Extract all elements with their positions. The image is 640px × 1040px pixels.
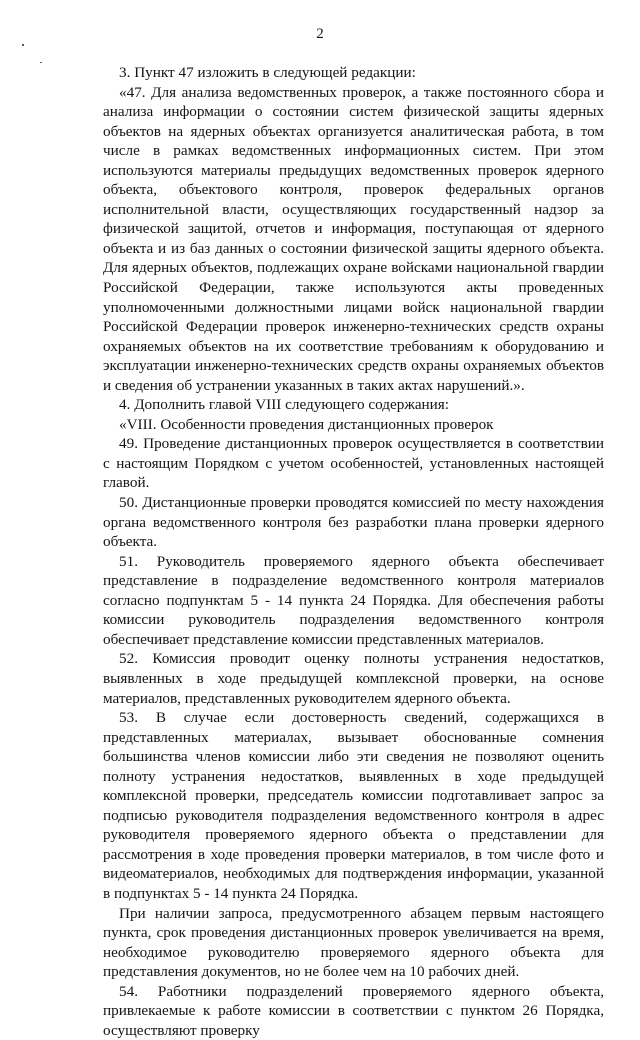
paragraph-item-53: 53. В случае если достоверность сведений, содержащихся в представленных материалах, вызывает обоснованные сомнения большинства членов комиссии либо эти сведения не позволяют оценить полноту устранения недостатков, выявленных в ходе предыдущей комплексной проверки, председатель комиссии подготавливает запрос за подписью руководителя подразделения ведомственного контроля в адрес руководителя проверяемого ядерного объекта о представлении для рассмотрения в ходе проведения проверки материалов, в том числе фото и видеоматериалов, необходимых для подтверждения информации, указанной в подпунктах 5 - 14 пункта 24 Порядка. — [103, 709, 604, 902]
paragraph-amendment-4: 4. Дополнить главой VIII следующего содержания: — [119, 396, 450, 414]
paragraph-amendment-3: 3. Пункт 47 изложить в следующей редакции: — [119, 64, 416, 81]
paragraph-item-47: «47. Для анализа ведомственных проверок, а также постоянного сбора и анализа информации о состоянии систем физической защиты ядерных объектов на ядерных объектах организуется аналитическая работа, в том числе в рамках ведомственных информационных систем. При этом используются материалы предыдущих ведомственных проверок ядерного объекта, объектового контроля, проверок федеральных органов исполнительной власти, осуществляющих государственный надзор за физической защитой, отчетов и информация, поступающая от ядерного объекта и из баз данных о состоянии физической защиты ядерного объекта. Для ядерных объектов, подлежащих охране войсками национальной гвардии Российской Федерации, также используются акты проведенных уполномоченными должностными лицами войск национальной гвардии Российской Федерации проверок инженерно-технических средств охраны охраняемых объектов на их соответствие требованиям к оборудованию и эксплуатации инженерно-технических средств охраны охраняемых объектов и сведения об устранении указанных в таких актах нарушений.». — [103, 83, 604, 394]
scan-speck — [22, 44, 24, 46]
paragraph-item-52: 52. Комиссия проводит оценку полноты устранения недостатков, выявленных в ходе предыдущей комплексной проверки, на основе материалов, представленных руководителем ядерного объекта. — [103, 650, 604, 707]
paragraph-item-51: 51. Руководитель проверяемого ядерного объекта обеспечивает представление в подразделение ведомственного контроля материалов согласно подпунктам 5 - 14 пункта 24 Порядка. Для обеспечения работы комиссии руководитель подразделения ведомственного контроля обеспечивает представление комиссии представленных материалов. — [103, 552, 604, 648]
scan-speck — [40, 62, 42, 63]
document-body — [103, 63, 604, 1040]
page-number: 2 — [316, 26, 324, 42]
chapter-heading: «VIII. Особенности проведения дистанционных проверок — [119, 415, 494, 433]
paragraph-item-50: 50. Дистанционные проверки проводятся комиссией по месту нахождения органа ведомственного контроля без разработки плана проверки ядерного объекта. — [103, 494, 604, 551]
paragraph-item-54: 54. Работники подразделений проверяемого ядерного объекта, привлекаемые к работе комиссии в соответствии с пунктом 26 Порядка, осуществляют проверку — [103, 982, 604, 1039]
paragraph-item-53-continued: При наличии запроса, предусмотренного абзацем первым настоящего пункта, срок проведения дистанционных проверок увеличивается на время, необходимое руководителю проверяемого ядерного объекта для представления документов, но не более чем на 10 рабочих дней. — [103, 904, 604, 981]
paragraph-item-49: 49. Проведение дистанционных проверок осуществляется в соответствии с настоящим Порядком с учетом особенностей, установленных настоящей главой. — [103, 435, 604, 492]
